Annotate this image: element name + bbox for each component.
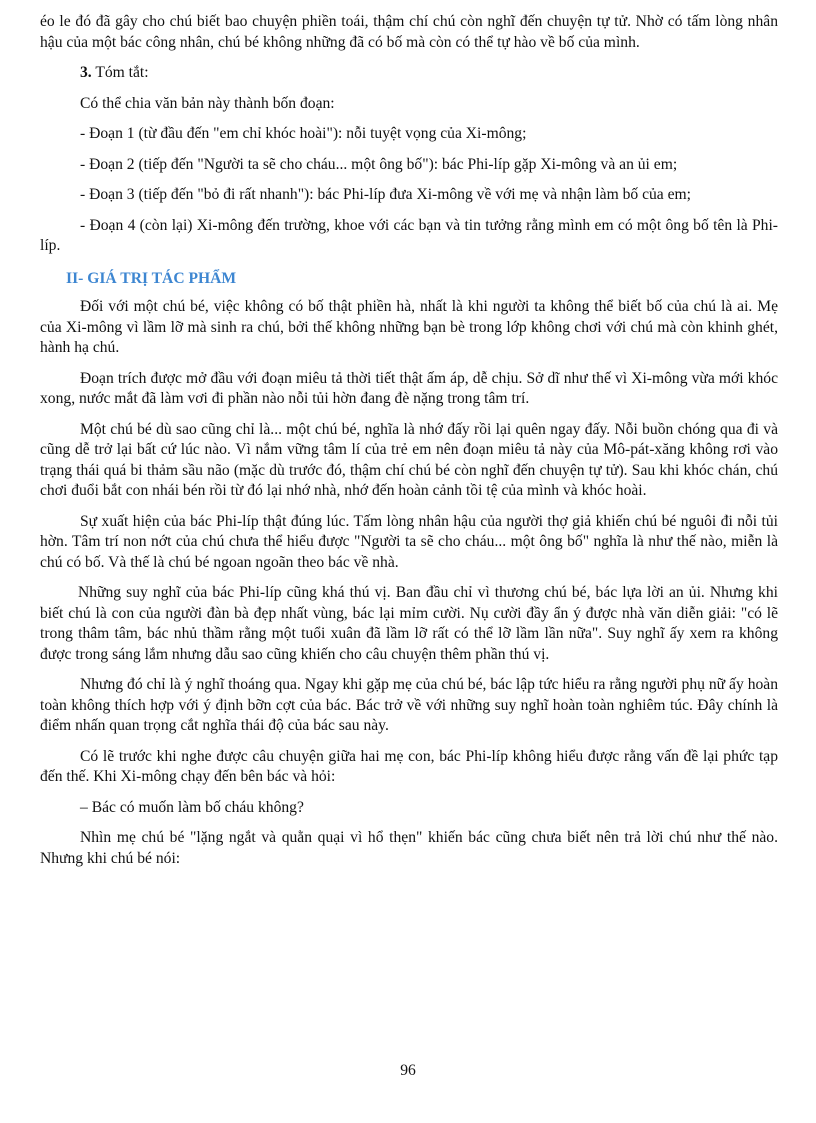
paragraph-body-5: Những suy nghĩ của bác Phi-líp cũng khá thú vị. Ban đầu chỉ vì thương chú bé, bác lựa lời an ủi. Nhưng khi biết chú là con của người đàn bà đẹp nhất vùng, bác lại mỉm cười. Nụ cười đầy ẩn ý được nhà văn diễn giải: "có lẽ trong thâm tâm, bác nhủ thầm rằng một tuổi xuân đã lầm lỡ rất có thể lỡ lầm lần nữa". Suy nghĩ ấy xem ra không được trong sáng lắm nhưng dẫu sao cũng khiến cho câu chuyện thêm phần thú vị. xyxy=(40,584,778,663)
paragraph-body-1: Đối với một chú bé, việc không có bố thật phiền hà, nhất là khi người ta không thể biết bố của chú là ai. Mẹ của Xi-mông vì lầm lỡ mà sinh ra chú, bởi thế không những bạn bè trong lớp không chơi với chú mà còn khinh ghét, hành hạ chú. xyxy=(40,298,778,356)
paragraph-summary-intro: Có thể chia văn bản này thành bốn đoạn: xyxy=(80,94,335,112)
paragraph-body-3: Một chú bé dù sao cũng chỉ là... một chú bé, nghĩa là nhớ đấy rồi lại quên ngay đấy. Nỗi buồn chóng qua đi và cũng dễ trở lại bất cứ lúc nào. Vì nắm vững tâm lí của trẻ em nên đoạn miêu tả này của Mô-pát-xăng không rơi vào trạng thái quá bi thảm sầu não (mặc dù trước đó, thậm chí chú bé còn nghĩ đến chuyện tự tử). Sau khi khóc chán, chú chơi đuổi bắt con nhái bén rồi từ đó lại nhớ nhà, nhớ đến hoàn cảnh tồi tệ của mình và khóc hoài. xyxy=(40,420,778,499)
section-heading: II- GIÁ TRỊ TÁC PHẨM xyxy=(66,269,237,287)
paragraph-body-2: Đoạn trích được mở đầu với đoạn miêu tả thời tiết thật ấm áp, dễ chịu. Sở dĩ như thế vì Xi-mông vừa mới khóc xong, nước mắt đã làm vơi đi phần nào nỗi tủi hờn đang đè nặng trong tâm trí. xyxy=(40,369,778,407)
summary-heading xyxy=(40,63,778,84)
paragraph-body-6: Nhưng đó chỉ là ý nghĩ thoáng qua. Ngay khi gặp mẹ của chú bé, bác lập tức hiểu ra rằng người phụ nữ ấy hoàn toàn không thích hợp với ý định bỡn cợt của bác. Bác trở về với những suy nghĩ hoàn toàn nghiêm túc. Đây chính là điểm nhấn quan trọng cắt nghĩa thái độ của bác sau này. xyxy=(40,676,778,734)
paragraph-body-4: Sự xuất hiện của bác Phi-líp thật đúng lúc. Tấm lòng nhân hậu của người thợ giả khiến chú bé nguôi đi nỗi tủi hờn. Tâm trí non nớt của chú chưa thể hiểu được "Người ta sẽ cho cháu... một ông bố" nghĩa là như thế nào, miễn là chú có bố. Và thế là chú bé ngoan ngoãn theo bác về nhà. xyxy=(40,512,778,571)
dialogue-line: – Bác có muốn làm bố cháu không? xyxy=(80,798,304,816)
paragraph-segment-4: - Đoạn 4 (còn lại) Xi-mông đến trường, khoe với các bạn và tin tưởng rằng mình em có một ông bố tên là Phi-líp. xyxy=(40,216,778,254)
paragraph-segment-2: - Đoạn 2 (tiếp đến "Người ta sẽ cho cháu... một ông bố"): bác Phi-líp gặp Xi-mông và an ủi em; xyxy=(80,155,678,173)
document-page xyxy=(40,12,778,879)
summary-label: Tóm tắt: xyxy=(91,64,149,81)
paragraph-body-7: Có lẽ trước khi nghe được câu chuyện giữa hai mẹ con, bác Phi-líp không hiểu được rằng vấn đề lại phức tạp đến thế. Khi Xi-mông chạy đến bên bác và hỏi: xyxy=(40,747,778,785)
page-number: 96 xyxy=(400,1062,416,1079)
summary-number: 3. xyxy=(80,64,92,81)
paragraph-segment-1: - Đoạn 1 (từ đầu đến "em chỉ khóc hoài"): nỗi tuyệt vọng của Xi-mông; xyxy=(80,125,527,142)
paragraph-body-9: Nhìn mẹ chú bé "lặng ngắt và quằn quại vì hổ thẹn" khiến bác cũng chưa biết nên trả lời chú như thế nào. Nhưng khi chú bé nói: xyxy=(40,829,778,867)
paragraph-segment-3: - Đoạn 3 (tiếp đến "bỏ đi rất nhanh"): bác Phi-líp đưa Xi-mông về với mẹ và nhận làm bố của em; xyxy=(80,186,692,203)
paragraph-continuation: éo le đó đã gây cho chú biết bao chuyện phiền toái, thậm chí chú còn nghĩ đến chuyện tự tử. Nhờ có tấm lòng nhân hậu của một bác công nhân, chú bé không những đã có bố mà còn có thể tự hào về bố của mình. xyxy=(40,13,778,51)
